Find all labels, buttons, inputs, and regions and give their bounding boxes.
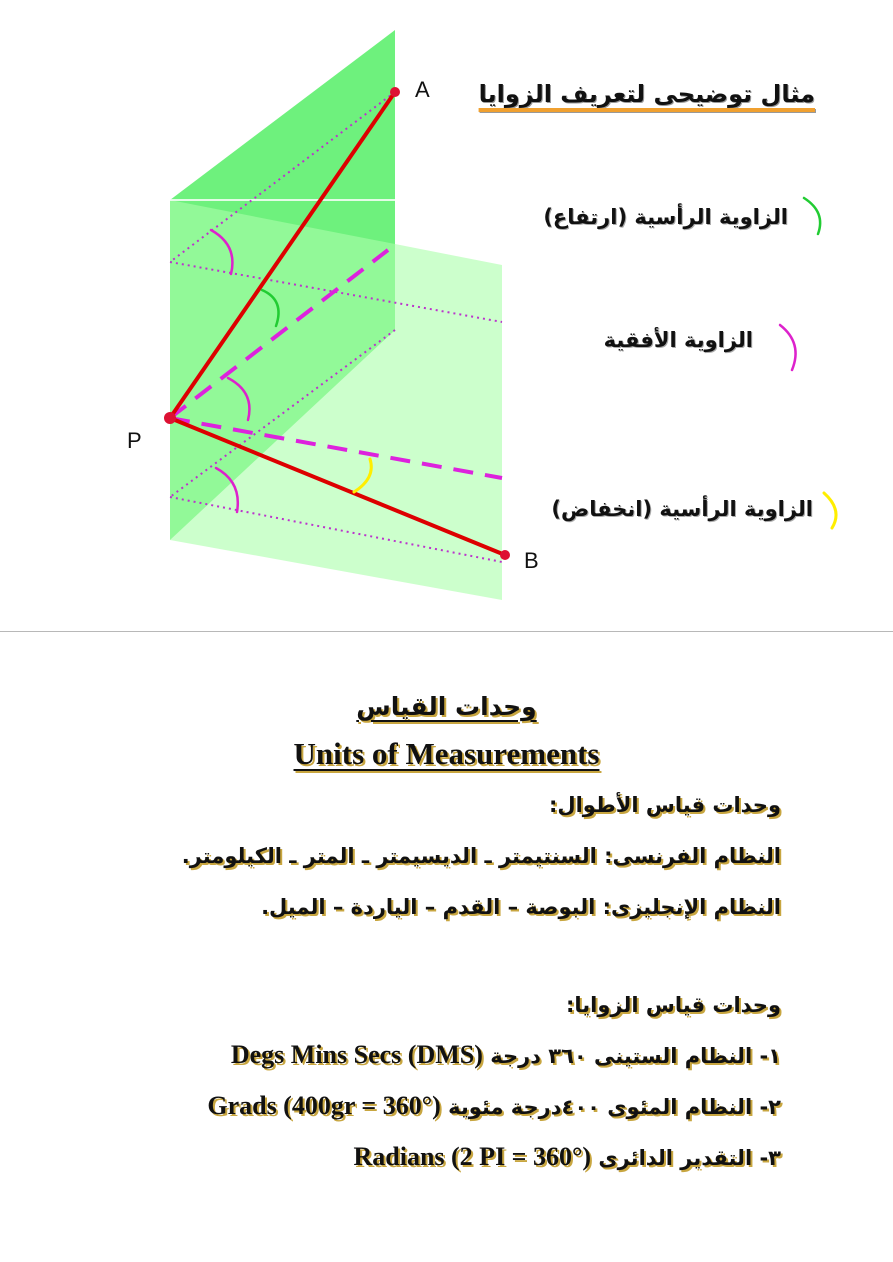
page-divider — [0, 631, 893, 632]
legend-vertical-depression: الزاوية الرأسية (انخفاض) — [551, 497, 813, 521]
angle-system-dms — [231, 1040, 781, 1070]
french-system-line: النظام الفرنسى: السنتيمتر ـ الديسيمتر ـ المتر ـ الكيلومتر. — [181, 844, 781, 868]
angle-system-dms-en: Degs Mins Secs (DMS) — [230, 1040, 483, 1069]
point-a-label: A — [415, 77, 430, 102]
point-p-marker — [164, 412, 176, 424]
point-p-label: P — [127, 428, 142, 453]
units-title-english: Units of Measurements — [293, 736, 600, 771]
legend-horizontal: الزاوية الأفقية — [603, 328, 753, 352]
point-a-marker — [390, 87, 400, 97]
angles-heading: وحدات قياس الزوايا: — [566, 993, 781, 1017]
diagram-title: مثال توضيحى لتعريف الزوايا — [478, 80, 815, 108]
english-system-line: النظام الإنجليزى: البوصة – القدم – الياردة – الميل. — [261, 895, 781, 919]
horizontal-plane — [170, 200, 502, 600]
units-title-arabic: وحدات القياس — [356, 692, 537, 721]
angle-system-radians-ar: ٣- التقدير الدائرى — [598, 1146, 781, 1170]
lengths-heading: وحدات قياس الأطوال: — [548, 793, 781, 817]
angle-system-radians-en: Radians (2 PI = 360°) — [353, 1142, 592, 1171]
legend-arcs — [780, 198, 836, 528]
legend-vertical-elevation: الزاوية الرأسية (ارتفاع) — [543, 205, 788, 229]
point-b-label: B — [524, 548, 539, 573]
angle-system-radians — [353, 1142, 781, 1172]
angle-system-grads-ar: ٢- النظام المئوى ٤٠٠درجة مئوية — [448, 1095, 781, 1119]
angle-system-grads — [207, 1091, 781, 1121]
point-b-marker — [500, 550, 510, 560]
angle-system-dms-ar: ١- النظام الستينى ٣٦٠ درجة — [490, 1044, 781, 1068]
angle-system-grads-en: Grads (400gr = 360°) — [207, 1091, 441, 1120]
